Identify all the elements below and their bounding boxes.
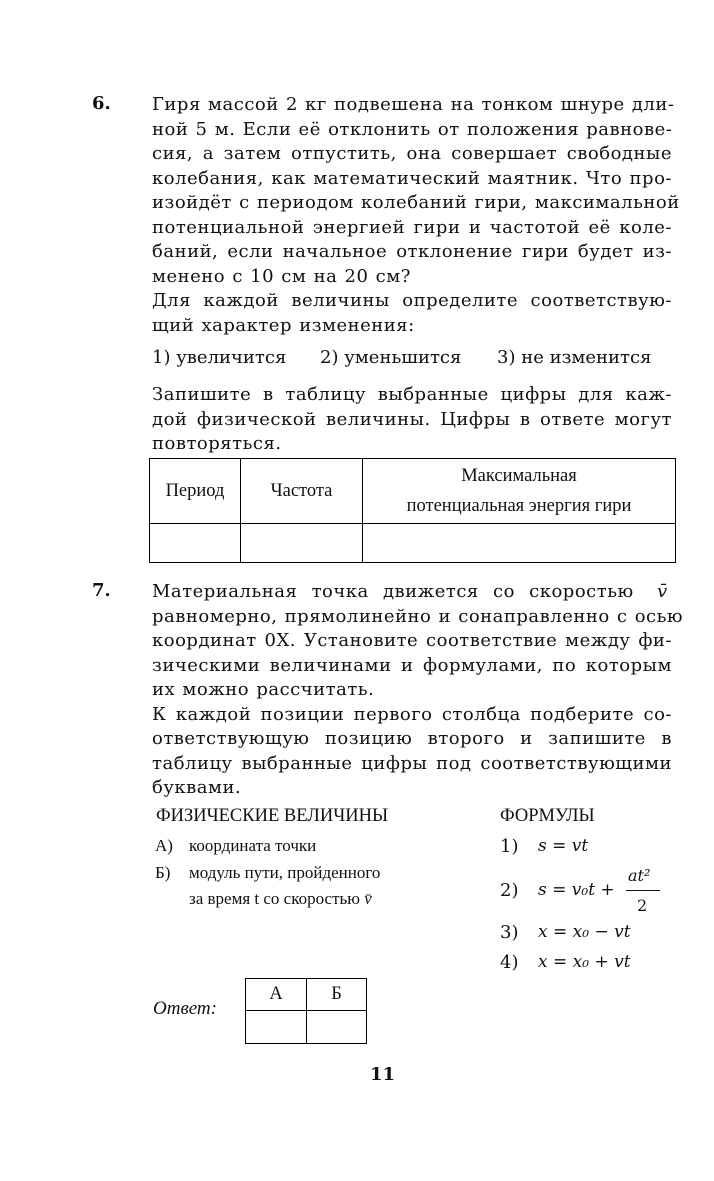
formula-2-denominator: 2 (637, 896, 648, 915)
item-a-text: координата точки (189, 836, 317, 855)
task-7-line: их можно рассчитать. (152, 679, 375, 700)
velocity-symbol: v̄ (657, 581, 668, 602)
task-7-line (152, 580, 672, 605)
task-7-line: равномерно, прямолинейно и сонаправленно с осью (152, 605, 684, 627)
header-period: Период (150, 459, 241, 524)
header-max-energy-line1: Максимальная (461, 466, 577, 486)
task-6-instruction-line: дой физической величины. Цифры в ответе могут (152, 408, 672, 430)
formula-4: x = x₀ + vt (538, 952, 631, 972)
task-6-line: потенциальной энергией гири и частотой её коле- (152, 216, 672, 238)
answer-cell-frequency[interactable] (241, 524, 363, 563)
formula-2-fraction-bar (626, 890, 660, 891)
formula-3: x = x₀ − vt (538, 922, 631, 942)
item-b-text-line2 (189, 889, 372, 909)
option-increase: 1) увеличится (152, 347, 287, 368)
task-6-line: колебания, как математический маятник. Что про- (152, 167, 672, 189)
task-7-line: зическими величинами и формулами, по которым (152, 654, 672, 676)
header-frequency: Частота (241, 459, 363, 524)
task-7-line-text: Материальная точка движется со скоростью (152, 581, 634, 602)
header-max-energy-line2: потенциальная энергия гири (406, 496, 632, 516)
task-6-line: сия, а затем отпустить, она совершает свободные (152, 143, 672, 164)
formula-1-number: 1) (500, 836, 519, 857)
task-7-line: ответствующую позицию второго и запишите в (152, 728, 672, 749)
formulas-header: ФОРМУЛЫ (500, 806, 595, 826)
item-b-letter: Б) (155, 863, 171, 882)
item-a-letter: А) (155, 836, 173, 855)
task-6-line: щий характер изменения: (152, 314, 415, 336)
task-6-line: Гиря массой 2 кг подвешена на тонком шнуре дли- (152, 94, 675, 115)
task-7-answer-table (245, 978, 367, 1044)
option-unchanged: 3) не изменится (497, 347, 652, 368)
task-7-line: буквами. (152, 777, 242, 798)
formula-4-number: 4) (500, 952, 519, 973)
formula-2-number: 2) (500, 880, 519, 901)
formula-2-left: s = v₀t + (538, 880, 615, 900)
task-7-line: таблицу выбранные цифры под соответствующими (152, 752, 672, 774)
header-max-energy (363, 459, 676, 524)
answer-cell-a[interactable] (246, 1011, 307, 1044)
velocity-symbol: v̄ (364, 889, 372, 908)
task-7-line: К каждой позиции первого столбца подберите со- (152, 703, 672, 725)
task-6-line: менено с 10 см на 20 см? (152, 265, 411, 287)
task-7-number: 7. (92, 580, 111, 601)
option-decrease: 2) уменьшится (320, 347, 462, 368)
physical-quantities-header: ФИЗИЧЕСКИЕ ВЕЛИЧИНЫ (156, 806, 389, 826)
page-number: 11 (370, 1064, 396, 1085)
answer-header-a: А (246, 979, 307, 1011)
formula-1: s = vt (538, 836, 589, 856)
answer-cell-max-energy[interactable] (363, 524, 676, 563)
task-6-line: баний, если начальное отклонение гири будет из- (152, 241, 672, 262)
task-6-answer-table (149, 458, 676, 563)
answer-header-b: Б (307, 979, 367, 1011)
task-6-instruction-line: Запишите в таблицу выбранные цифры для каж- (152, 384, 672, 405)
item-b-text-line2-content: за время t со скоростью (189, 889, 360, 908)
formula-2-numerator: at² (628, 866, 651, 885)
answer-label: Ответ: (153, 998, 217, 1019)
answer-cell-period[interactable] (150, 524, 241, 563)
task-6-line: Для каждой величины определите соответствую- (152, 290, 672, 311)
task-6-line: ной 5 м. Если её отклонить от положения равнове- (152, 118, 673, 140)
item-b-text-line1: модуль пути, пройденного (189, 863, 381, 882)
formula-3-number: 3) (500, 922, 519, 943)
task-6-line: изойдёт с периодом колебаний гири, максимальной (152, 192, 680, 213)
task-6-number: 6. (92, 93, 111, 114)
answer-cell-b[interactable] (307, 1011, 367, 1044)
task-7-line: координат 0X. Установите соответствие между фи- (152, 630, 672, 651)
task-6-instruction-line: повторяться. (152, 433, 282, 454)
